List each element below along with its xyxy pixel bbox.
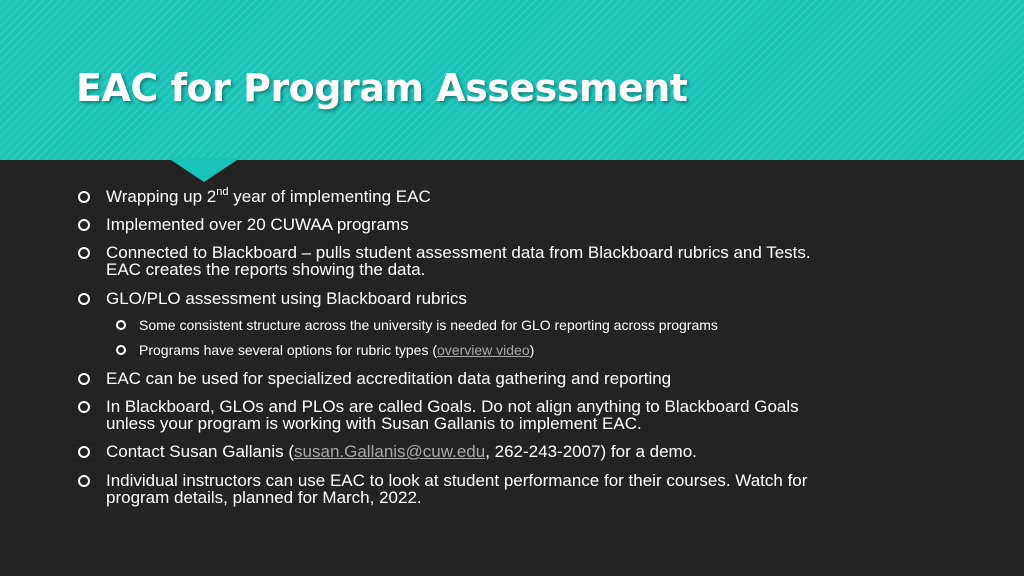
bullet-text: GLO/PLO assessment using Blackboard rubrics xyxy=(106,289,467,308)
bullet-item-4 xyxy=(106,290,936,307)
circle-bullet-icon xyxy=(78,373,90,385)
bullet-text-line-1: In Blackboard, GLOs and PLOs are called Goals. Do not align anything to Blackboard Goals xyxy=(106,397,799,416)
bullet-text: ) xyxy=(529,342,535,358)
circle-bullet-icon xyxy=(78,401,90,413)
sub-bullet-item-2 xyxy=(139,343,939,358)
sub-bullet-item-1 xyxy=(139,318,939,333)
bullet-text: Programs have several options for rubric types ( xyxy=(139,342,438,358)
bullet-item-1 xyxy=(106,188,936,205)
bullet-text: EAC can be used for specialized accreditation data gathering and reporting xyxy=(106,369,672,388)
overview-video-link[interactable]: overview video xyxy=(437,342,530,358)
slide-title: EAC for Program Assessment xyxy=(76,66,688,110)
bullet-text-line-2: EAC creates the reports showing the data. xyxy=(106,260,426,279)
circle-bullet-icon xyxy=(78,219,90,231)
circle-bullet-icon xyxy=(116,320,126,330)
bullet-item-2 xyxy=(106,216,936,233)
bullet-item-6 xyxy=(106,398,936,432)
bullet-text-line-1: Connected to Blackboard – pulls student assessment data from Blackboard rubrics and Tests. xyxy=(106,243,811,262)
superscript: nd xyxy=(216,186,229,198)
circle-bullet-icon xyxy=(78,191,90,203)
bullet-text: Some consistent structure across the university is needed for GLO reporting across programs xyxy=(139,317,718,333)
bullet-item-7 xyxy=(106,443,936,460)
bullet-text-line-2: program details, planned for March, 2022. xyxy=(106,488,422,507)
circle-bullet-icon xyxy=(78,446,90,458)
circle-bullet-icon xyxy=(78,247,90,259)
bullet-text-line-2: unless your program is working with Susan Gallanis to implement EAC. xyxy=(106,414,642,433)
circle-bullet-icon xyxy=(116,345,126,355)
circle-bullet-icon xyxy=(78,293,90,305)
bullet-text-line-1: Individual instructors can use EAC to look at student performance for their courses. Watch for xyxy=(106,471,808,490)
circle-bullet-icon xyxy=(78,475,90,487)
bullet-text: Implemented over 20 CUWAA programs xyxy=(106,215,409,234)
bullet-item-5 xyxy=(106,370,936,387)
email-link[interactable]: susan.Gallanis@cuw.edu xyxy=(294,442,486,461)
bullet-item-3 xyxy=(106,244,936,278)
bullet-item-8 xyxy=(106,472,936,506)
bullet-text: , 262-243-2007) for a demo. xyxy=(485,442,697,461)
bullet-text: Wrapping up 2 xyxy=(106,187,217,206)
bullet-text: year of implementing EAC xyxy=(228,187,431,206)
bullet-text: Contact Susan Gallanis ( xyxy=(106,442,295,461)
